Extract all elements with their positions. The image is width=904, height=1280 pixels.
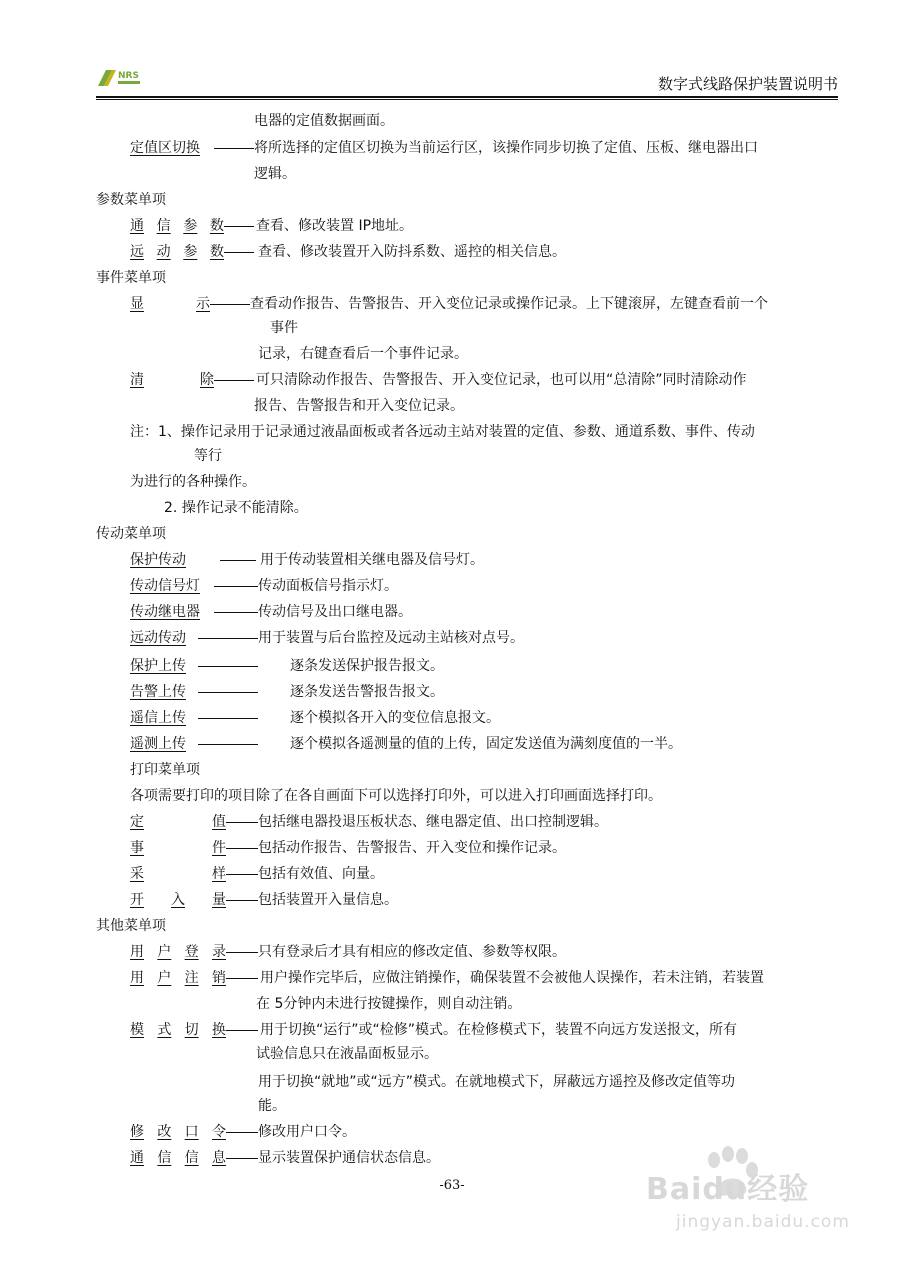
- continuation-text: 电器的定值数据画面。: [254, 113, 394, 129]
- term-protection-drive: 保护传动: [130, 552, 186, 568]
- term-signal-lamp-drive: 传动信号灯: [130, 578, 200, 594]
- term-remote-signal-upload: 遥信上传: [130, 710, 186, 726]
- mode-switch-desc-2: 试验信息只在液晶面板显示。: [256, 1046, 438, 1062]
- leader-line: [226, 900, 258, 901]
- leader-line: [198, 692, 258, 693]
- mode-switch-desc-3: 用于切换“就地”或“远方”模式。在就地模式下，屏蔽远方遥控及修改定值等功: [258, 1074, 736, 1090]
- heading-drive-menu: 传动菜单项: [96, 526, 166, 542]
- heading-param-menu: 参数菜单项: [96, 192, 166, 208]
- leader-line: [198, 718, 258, 719]
- page-number: -63-: [439, 1178, 465, 1193]
- term-telecontrol-params: 远 动 参 数: [130, 244, 224, 260]
- term-change-password: 修 改 口 令: [130, 1124, 226, 1140]
- user-login-desc: 只有登录后才具有相应的修改定值、参数等权限。: [258, 944, 566, 960]
- leader-line: [198, 666, 258, 667]
- leader-line: [220, 560, 256, 561]
- watermark-url: jingyan.baidu.com: [676, 1212, 850, 1232]
- leader-line: [226, 822, 258, 823]
- alarm-upload-desc: 逐条发送告警报告报文。: [290, 684, 444, 700]
- print-sampling-desc: 包括有效值、向量。: [258, 866, 384, 882]
- display-desc-3: 记录，右键查看后一个事件记录。: [258, 346, 468, 362]
- user-logout-desc-1: 用户操作完毕后，应做注销操作，确保装置不会被他人误操作，若未注销，若装置: [260, 970, 764, 986]
- note-line-3: 为进行的各种操作。: [130, 474, 256, 490]
- leader-line: [226, 848, 258, 849]
- leader-line: [226, 952, 258, 953]
- leader-line: [210, 304, 250, 305]
- leader-line: [224, 226, 254, 227]
- leader-line: [226, 1132, 258, 1133]
- term-mode-switch: 模 式 切 换: [130, 1022, 226, 1038]
- heading-print-menu: 打印菜单项: [130, 762, 200, 778]
- term-relay-drive: 传动继电器: [130, 604, 200, 620]
- note-line-4: 2. 操作记录不能清除。: [164, 500, 308, 516]
- print-events-desc: 包括动作报告、告警报告、开入变位和操作记录。: [258, 840, 566, 856]
- display-desc-2: 事件: [270, 320, 298, 336]
- display-desc-1: 查看动作报告、告警报告、开入变位记录或操作记录。上下键滚屏，左键查看前一个: [250, 296, 768, 312]
- mode-switch-desc-4: 能。: [258, 1098, 286, 1114]
- header-divider: [96, 96, 838, 98]
- term-comm-params: 通 信 参 数: [130, 218, 224, 234]
- zone-switch-desc-1: 将所选择的定值区切换为当前运行区，该操作同步切换了定值、压板、继电器出口: [254, 140, 758, 156]
- term-print-settings: 定 值: [130, 814, 226, 830]
- zone-switch-desc-2: 逻辑。: [254, 166, 296, 182]
- telemetry-upload-desc: 逐个模拟各遥测量的值的上传，固定发送值为满刻度值的一半。: [290, 736, 682, 752]
- leader-line: [198, 744, 258, 745]
- print-settings-desc: 包括继电器投退压板状态、继电器定值、出口控制逻辑。: [258, 814, 608, 830]
- remote-signal-upload-desc: 逐个模拟各开入的变位信息报文。: [290, 710, 500, 726]
- clear-desc-1: 可只清除动作报告、告警报告、开入变位记录，也可以用“总清除”同时清除动作: [256, 372, 747, 388]
- change-password-desc: 修改用户口令。: [258, 1124, 356, 1140]
- user-logout-desc-2: 在 5分钟内未进行按键操作，则自动注销。: [256, 996, 522, 1012]
- leader-line: [214, 586, 258, 587]
- leader-line: [226, 1030, 258, 1031]
- leader-line: [214, 612, 258, 613]
- term-alarm-upload: 告警上传: [130, 684, 186, 700]
- term-print-sampling: 采 样: [130, 866, 226, 882]
- protection-drive-desc: 用于传动装置相关继电器及信号灯。: [260, 552, 484, 568]
- leader-line: [214, 380, 254, 381]
- heading-other-menu: 其他菜单项: [96, 918, 166, 934]
- clear-desc-2: 报告、告警报告和开入变位记录。: [254, 398, 464, 414]
- leader-line: [198, 638, 258, 639]
- header-divider-thin: [96, 99, 838, 100]
- protection-upload-desc: 逐条发送保护报告报文。: [290, 658, 444, 674]
- comm-info-desc: 显示装置保护通信状态信息。: [258, 1150, 440, 1166]
- telecontrol-drive-desc: 用于装置与后台监控及远动主站核对点号。: [258, 630, 524, 646]
- note-line-1: 注：1、操作记录用于记录通过液晶面板或者各远动主站对装置的定值、参数、通道系数、事件、传动: [130, 424, 755, 440]
- leader-line: [224, 252, 254, 253]
- term-clear: 清 除: [130, 372, 214, 388]
- logo-text: NRS: [118, 71, 139, 81]
- leader-line: [226, 978, 258, 979]
- signal-lamp-drive-desc: 传动面板信号指示灯。: [258, 578, 398, 594]
- watermark-brand: Baidu经验: [646, 1172, 810, 1207]
- document-title: 数字式线路保护装置说明书: [657, 75, 838, 93]
- term-display: 显 示: [130, 296, 210, 312]
- term-protection-upload: 保护上传: [130, 658, 186, 674]
- term-telecontrol-drive: 远动传动: [130, 630, 186, 646]
- relay-drive-desc: 传动信号及出口继电器。: [258, 604, 412, 620]
- term-user-login: 用 户 登 录: [130, 944, 226, 960]
- term-print-binary-inputs: 开 入 量: [130, 892, 226, 908]
- telecontrol-params-desc: 查看、修改装置开入防抖系数、遥控的相关信息。: [258, 244, 566, 260]
- print-binary-inputs-desc: 包括装置开入量信息。: [258, 892, 398, 908]
- term-print-events: 事 件: [130, 840, 226, 856]
- company-logo: [96, 66, 142, 90]
- term-telemetry-upload: 遥测上传: [130, 736, 186, 752]
- term-zone-switch: 定值区切换: [130, 140, 200, 156]
- leader-line: [214, 148, 254, 149]
- heading-event-menu: 事件菜单项: [96, 270, 166, 286]
- mode-switch-desc-1: 用于切换“运行”或“检修”模式。在检修模式下，装置不向远方发送报文，所有: [260, 1022, 738, 1038]
- note-line-2: 等行: [194, 448, 222, 464]
- leader-line: [226, 1158, 258, 1159]
- term-comm-info: 通 信 信 息: [130, 1150, 226, 1166]
- term-user-logout: 用 户 注 销: [130, 970, 226, 986]
- leader-line: [226, 874, 258, 875]
- comm-params-desc: 查看、修改装置 IP地址。: [256, 218, 414, 234]
- print-intro: 各项需要打印的项目除了在各自画面下可以选择打印外，可以进入打印画面选择打印。: [130, 788, 662, 804]
